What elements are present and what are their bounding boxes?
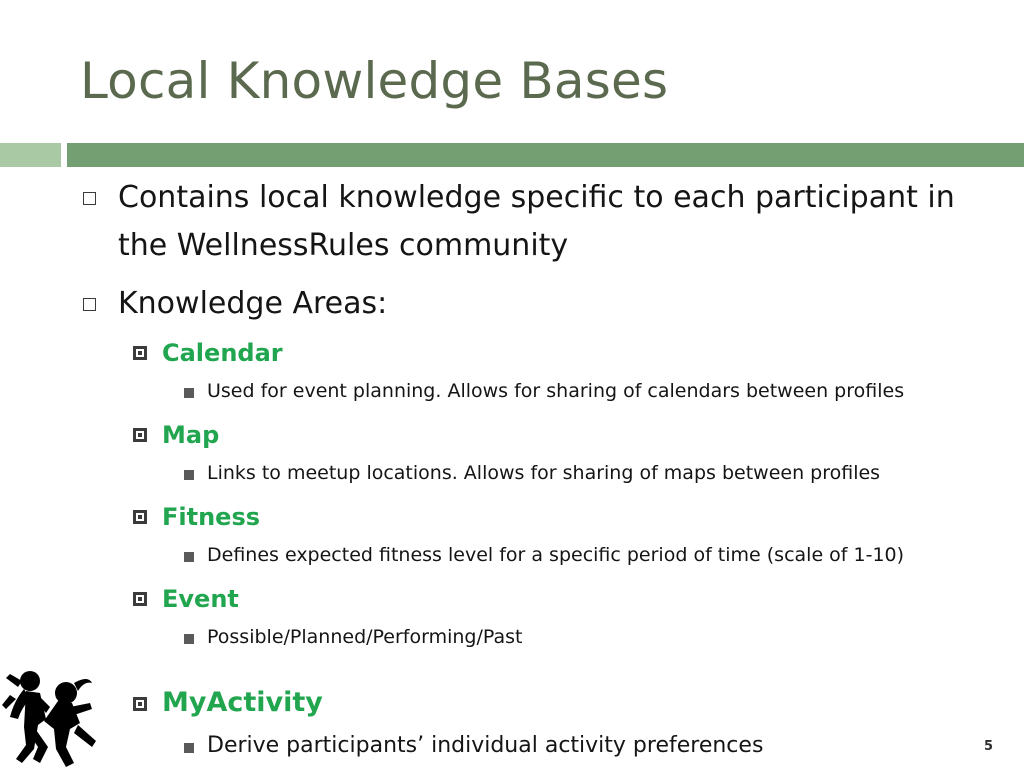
area-description-event: Possible/Planned/Performing/Past <box>207 626 523 648</box>
dancing-figures-icon <box>0 667 104 768</box>
sub-sub-bullet-marker <box>184 470 194 480</box>
sub-bullet-marker <box>133 346 147 360</box>
sub-bullet-marker <box>133 428 147 442</box>
area-heading-event: Event <box>162 585 239 613</box>
sub-sub-bullet-marker <box>184 552 194 562</box>
bullet-knowledge-areas: Knowledge Areas: <box>118 286 388 321</box>
area-description-map: Links to meetup locations. Allows for sharing of maps between profiles <box>207 462 881 484</box>
area-heading-fitness: Fitness <box>162 503 261 531</box>
area-heading-calendar: Calendar <box>162 339 283 367</box>
slide-title: Local Knowledge Bases <box>80 52 669 110</box>
sub-sub-bullet-marker <box>184 388 194 398</box>
bullet-contains: Contains local knowledge specific to each participant in the WellnessRules community <box>118 180 955 263</box>
sub-sub-bullet-marker <box>184 634 194 644</box>
area-heading-myactivity: MyActivity <box>162 687 323 718</box>
bullet-marker <box>83 298 96 311</box>
area-description-calendar: Used for event planning. Allows for sharing of calendars between profiles <box>207 380 905 402</box>
page-number: 5 <box>984 739 994 754</box>
title-accent-bar <box>67 143 1024 167</box>
area-description-myactivity: Derive participants’ individual activity preferences <box>207 733 764 758</box>
bullet-marker <box>83 192 96 205</box>
sub-bullet-marker <box>133 697 147 711</box>
area-heading-map: Map <box>162 421 220 449</box>
sub-sub-bullet-marker <box>184 743 194 753</box>
sub-bullet-marker <box>133 510 147 524</box>
area-description-fitness: Defines expected fitness level for a specific period of time (scale of 1-10) <box>207 544 905 566</box>
sub-bullet-marker <box>133 592 147 606</box>
title-accent-bar-light <box>0 143 61 167</box>
